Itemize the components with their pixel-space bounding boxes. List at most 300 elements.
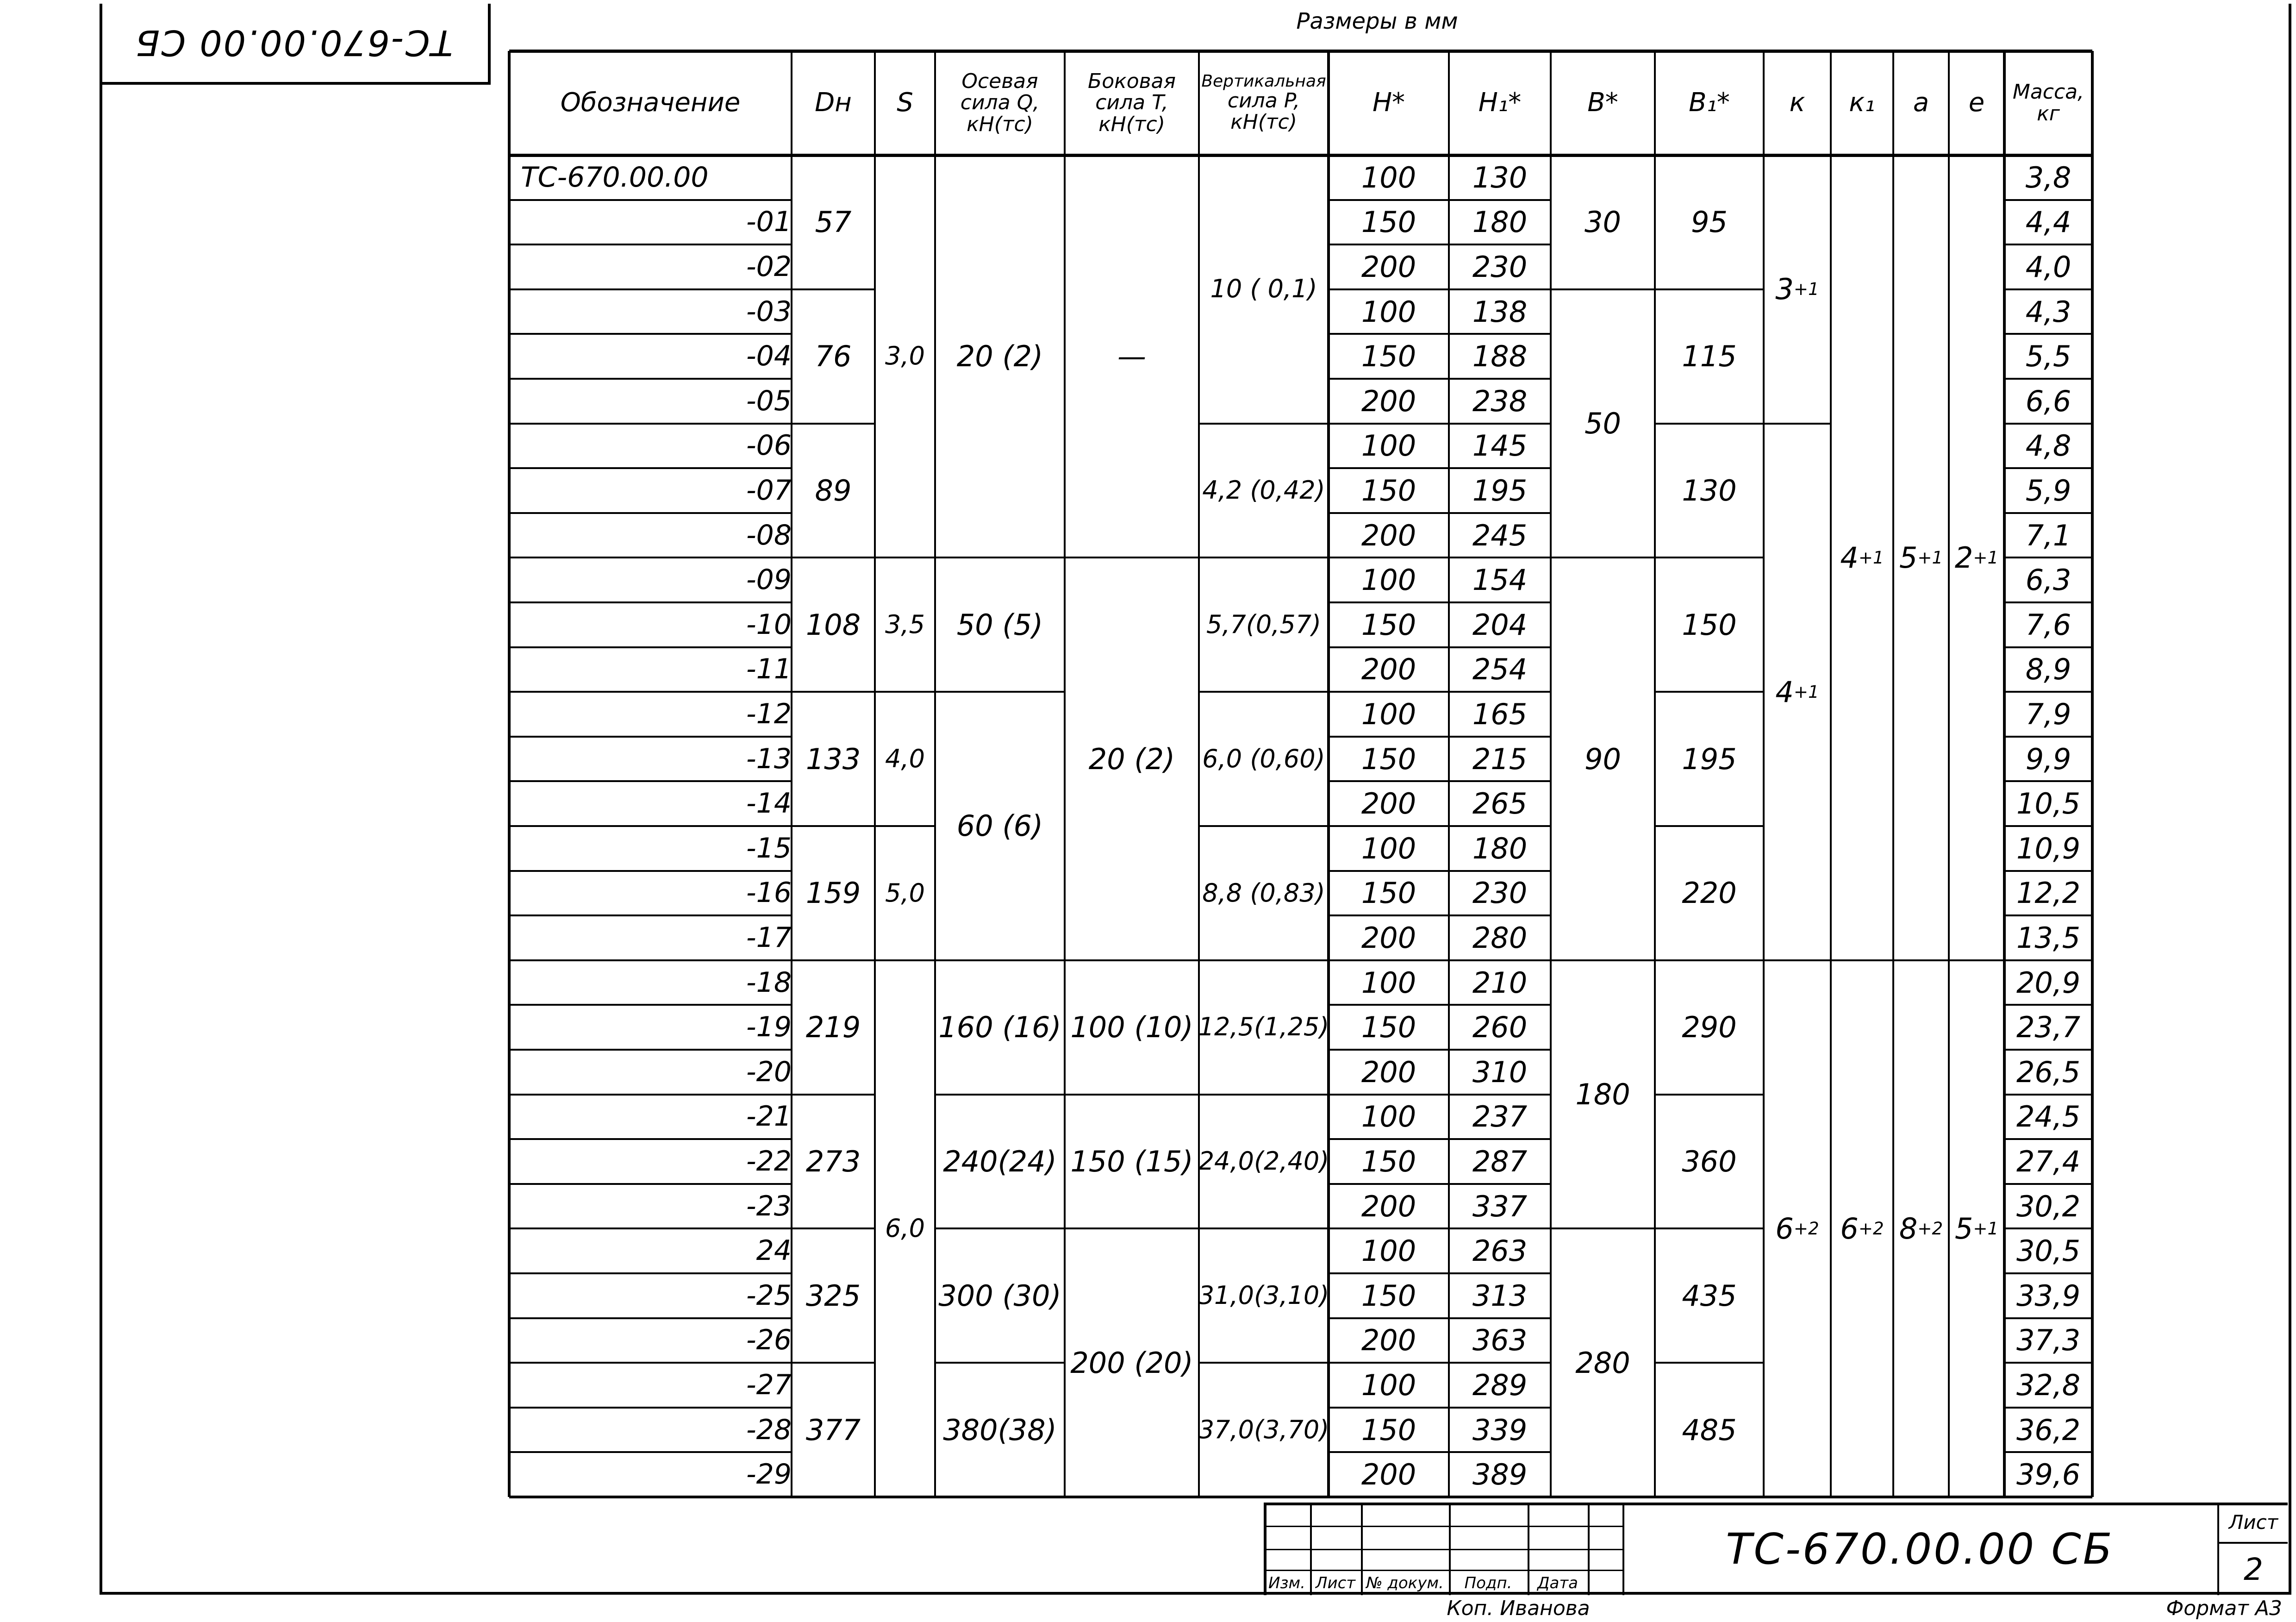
- h-cell: 150: [1361, 742, 1416, 776]
- designation-cell: -28: [746, 1413, 792, 1446]
- mass-cell: 20,9: [2016, 965, 2081, 1000]
- group-line: [792, 557, 875, 558]
- group-line: [875, 691, 935, 693]
- designation-cell: -22: [746, 1145, 792, 1177]
- row-line: [509, 646, 792, 648]
- group-line: [1065, 557, 1199, 558]
- mass-cell: 27,4: [2016, 1144, 2081, 1178]
- designation-cell: -02: [746, 250, 792, 283]
- row-line: [2004, 691, 2092, 693]
- group-line: [1199, 825, 1329, 827]
- row-line: [2004, 512, 2092, 514]
- group-line: [1655, 1094, 1764, 1096]
- group-line: [1199, 1227, 1329, 1229]
- tolerance-value: +2: [1793, 1218, 1819, 1239]
- row-line: [1329, 959, 1551, 961]
- header-k: [1764, 51, 1831, 155]
- title-block-row: [1264, 1549, 1622, 1550]
- mass-cell: 8,9: [2025, 652, 2071, 687]
- row-line: [1329, 870, 1551, 872]
- row-line: [1329, 423, 1551, 425]
- row-line: [509, 1004, 792, 1006]
- row-line: [2004, 601, 2092, 603]
- row-line: [509, 1183, 792, 1185]
- designation-cell: ТС-670.00.00: [521, 161, 709, 194]
- q-cell: 50 (5): [956, 607, 1043, 642]
- row-line: [2004, 333, 2092, 335]
- designation-cell: -12: [746, 697, 792, 730]
- row-line: [509, 691, 792, 693]
- header-lateral-line: кН(тс): [1098, 112, 1165, 136]
- row-line: [509, 199, 792, 201]
- b-cell: 180: [1575, 1077, 1630, 1112]
- row-line: [509, 1227, 792, 1229]
- s-cell: 5,0: [885, 878, 925, 908]
- group-line: [1831, 959, 1893, 961]
- h1-cell: 337: [1472, 1189, 1528, 1223]
- title-block-row: [1264, 1526, 1622, 1527]
- header-h-label: H*: [1372, 88, 1405, 118]
- dn-cell: 108: [805, 607, 861, 642]
- format-note: Формат А3: [2166, 1597, 2282, 1620]
- document-number: ТС-670.00.00 СБ: [1726, 1524, 2114, 1574]
- designation-cell: -05: [746, 384, 792, 417]
- row-line: [509, 1407, 792, 1409]
- mass-cell: 13,5: [2016, 921, 2081, 955]
- b-cell: 280: [1575, 1346, 1630, 1380]
- dn-cell: 57: [815, 205, 852, 239]
- tolerance-value: +1: [1973, 1218, 1999, 1239]
- row-line: [2004, 1049, 2092, 1051]
- h1-cell: 310: [1472, 1055, 1528, 1089]
- group-line: [1655, 825, 1764, 827]
- mass-cell: 7,1: [2025, 518, 2071, 552]
- header-designation: [509, 51, 792, 155]
- header-vertical: [1199, 51, 1329, 155]
- designation-cell: -03: [746, 295, 792, 328]
- designation-cell: -16: [746, 877, 792, 909]
- t-cell: —: [1117, 339, 1146, 374]
- h1-cell: 180: [1472, 205, 1528, 239]
- designation-cell: -21: [746, 1100, 792, 1133]
- mass-cell: 39,6: [2016, 1458, 2081, 1492]
- h-cell: 100: [1361, 831, 1416, 865]
- h1-cell: 280: [1472, 921, 1528, 955]
- row-line: [1329, 1362, 1551, 1364]
- h-cell: 150: [1361, 1010, 1416, 1045]
- group-line: [1764, 959, 1831, 961]
- header-b-label: B*: [1587, 88, 1618, 118]
- group-line: [1551, 1227, 1655, 1229]
- row-line: [2004, 1183, 2092, 1185]
- b1-cell: 485: [1682, 1413, 1737, 1447]
- header-mass-line: Масса,: [2012, 80, 2084, 104]
- header-b1-label: B₁*: [1689, 88, 1730, 118]
- row-line: [1329, 825, 1551, 827]
- group-line: [935, 691, 1065, 693]
- header-dn-label: Dн: [815, 88, 852, 118]
- header-b: [1551, 51, 1655, 155]
- group-line: [792, 959, 875, 961]
- h1-cell: 287: [1472, 1144, 1528, 1178]
- dn-cell: 325: [805, 1278, 861, 1313]
- row-line: [2004, 1451, 2092, 1453]
- group-line: [875, 557, 935, 558]
- group-line: [1655, 557, 1764, 558]
- header-designation-label: Обозначение: [560, 88, 741, 118]
- title-block-label: Изм.: [1268, 1574, 1305, 1592]
- mass-cell: 4,3: [2025, 294, 2071, 329]
- designation-cell: -29: [746, 1458, 792, 1491]
- h-cell: 150: [1361, 1278, 1416, 1313]
- row-line: [2004, 959, 2092, 961]
- b1-cell: 195: [1682, 742, 1737, 776]
- h-cell: 150: [1361, 1144, 1416, 1178]
- group-line: [792, 825, 875, 827]
- h-cell: 200: [1361, 518, 1416, 552]
- designation-cell: -15: [746, 832, 792, 864]
- group-line: [1655, 288, 1764, 290]
- q-cell: 300 (30): [938, 1278, 1061, 1313]
- group-line: [1199, 423, 1329, 425]
- tolerance-base: 3: [1775, 272, 1794, 307]
- row-line: [2004, 1094, 2092, 1096]
- designation-cell: -23: [746, 1190, 792, 1222]
- specification-table: [509, 51, 2092, 1498]
- h-cell: 200: [1361, 250, 1416, 284]
- row-line: [1329, 1407, 1551, 1409]
- b-cell: 90: [1585, 742, 1621, 776]
- mass-cell: 10,9: [2016, 831, 2081, 865]
- copied-by: Коп. Иванова: [1447, 1596, 1590, 1620]
- row-line: [1329, 378, 1551, 380]
- q-cell: 160 (16): [938, 1010, 1061, 1045]
- row-line: [509, 1362, 792, 1364]
- h1-cell: 263: [1472, 1234, 1528, 1268]
- tolerance-base: 4: [1775, 675, 1794, 709]
- mass-cell: 24,5: [2016, 1100, 2081, 1134]
- row-line: [509, 914, 792, 916]
- header-vertical-line: кН(тс): [1230, 110, 1297, 134]
- header-axial-line: сила Q,: [960, 91, 1040, 115]
- row-line: [509, 467, 792, 469]
- mass-cell: 3,8: [2025, 160, 2071, 194]
- h1-cell: 363: [1472, 1323, 1528, 1358]
- a-cell: [1893, 155, 1949, 960]
- b1-cell: 150: [1682, 607, 1737, 642]
- row-line: [2004, 780, 2092, 782]
- row-line: [2004, 1272, 2092, 1274]
- h-cell: 200: [1361, 1458, 1416, 1492]
- row-line: [1329, 512, 1551, 514]
- h-cell: 200: [1361, 1323, 1416, 1358]
- row-line: [509, 288, 792, 290]
- sheet-label: Лист: [2228, 1511, 2278, 1534]
- h1-cell: 130: [1472, 160, 1528, 194]
- t-cell: 150 (15): [1070, 1144, 1193, 1178]
- designation-cell: -01: [746, 206, 792, 238]
- group-line: [792, 1094, 875, 1096]
- row-line: [509, 244, 792, 245]
- mass-cell: 26,5: [2016, 1055, 2081, 1089]
- mass-cell: 4,4: [2025, 205, 2071, 239]
- group-line: [1551, 959, 1655, 961]
- tolerance-base: 6: [1775, 1211, 1794, 1246]
- row-line: [1329, 1451, 1551, 1453]
- group-line: [1065, 1094, 1199, 1096]
- designation-cell: -17: [746, 921, 792, 954]
- b-cell: 30: [1585, 205, 1621, 239]
- q-cell: 240(24): [943, 1144, 1057, 1178]
- mass-cell: 7,6: [2025, 607, 2071, 642]
- b1-cell: 290: [1682, 1010, 1737, 1045]
- h-cell: 100: [1361, 563, 1416, 597]
- header-k1: [1831, 51, 1893, 155]
- row-line: [509, 423, 792, 425]
- h-cell: 200: [1361, 384, 1416, 418]
- b1-cell: 95: [1691, 205, 1728, 239]
- tolerance-base: 5: [1899, 540, 1918, 575]
- header-lateral: [1065, 51, 1199, 155]
- b1-cell: 220: [1682, 876, 1737, 910]
- row-line: [1329, 691, 1551, 693]
- tolerance-base: 8: [1899, 1211, 1918, 1246]
- row-line: [2004, 288, 2092, 290]
- group-line: [935, 1094, 1065, 1096]
- row-line: [1329, 601, 1551, 603]
- p-cell: 5,7(0,57): [1206, 609, 1322, 639]
- b1-cell: 360: [1682, 1144, 1737, 1178]
- title-block-label: Дата: [1537, 1574, 1578, 1592]
- group-line: [792, 1362, 875, 1364]
- header-a-label: a: [1913, 88, 1929, 118]
- designation-cell: -06: [746, 429, 792, 462]
- h-cell: 150: [1361, 607, 1416, 642]
- row-line: [509, 736, 792, 738]
- dn-cell: 219: [805, 1010, 861, 1045]
- group-line: [792, 1227, 875, 1229]
- header-h1: [1449, 51, 1551, 155]
- header-h: [1329, 51, 1449, 155]
- header-dn: [792, 51, 875, 155]
- row-line: [1329, 1272, 1551, 1274]
- h-cell: 100: [1361, 1234, 1416, 1268]
- mass-cell: 23,7: [2016, 1010, 2081, 1045]
- h1-cell: 195: [1472, 473, 1528, 507]
- group-line: [875, 825, 935, 827]
- row-line: [2004, 825, 2092, 827]
- row-line: [1329, 557, 1551, 558]
- group-line: [1655, 423, 1764, 425]
- h-cell: 100: [1361, 160, 1416, 194]
- b-cell: 50: [1585, 407, 1621, 441]
- header-axial-line: Осевая: [961, 69, 1038, 94]
- group-line: [1655, 1362, 1764, 1364]
- header-mass-line: кг: [2037, 101, 2060, 125]
- header-b1: [1655, 51, 1764, 155]
- row-line: [509, 959, 792, 961]
- row-line: [2004, 244, 2092, 245]
- header-e-label: e: [1968, 88, 1985, 118]
- designation-cell: -04: [746, 340, 792, 373]
- row-line: [2004, 914, 2092, 916]
- h-cell: 150: [1361, 1413, 1416, 1447]
- h1-cell: 210: [1472, 965, 1528, 1000]
- group-line: [792, 288, 875, 290]
- row-line: [509, 870, 792, 872]
- dn-cell: 273: [805, 1144, 861, 1178]
- sheet-number: 2: [2244, 1552, 2263, 1587]
- h1-cell: 265: [1472, 787, 1528, 821]
- q-cell: 20 (2): [956, 339, 1043, 374]
- k-cell: [1764, 960, 1831, 1497]
- group-line: [1655, 1227, 1764, 1229]
- tolerance-value: +1: [1793, 681, 1819, 702]
- row-line: [509, 378, 792, 380]
- t-cell: 100 (10): [1070, 1010, 1193, 1045]
- q-cell: 60 (6): [956, 809, 1043, 843]
- row-line: [1329, 736, 1551, 738]
- header-e: [1949, 51, 2004, 155]
- group-line: [1065, 959, 1199, 961]
- h-cell: 200: [1361, 1055, 1416, 1089]
- designation-cell: -13: [746, 742, 792, 775]
- row-line: [1329, 1094, 1551, 1096]
- h1-cell: 289: [1472, 1368, 1528, 1402]
- row-line: [1329, 914, 1551, 916]
- p-cell: 12,5(1,25): [1198, 1012, 1329, 1042]
- row-line: [509, 1094, 792, 1096]
- t-cell: 20 (2): [1088, 742, 1175, 776]
- row-line: [1329, 244, 1551, 245]
- tolerance-value: +1: [1793, 279, 1819, 300]
- row-line: [2004, 870, 2092, 872]
- header-s-label: S: [897, 88, 913, 118]
- header-vertical-line: Вертикальная: [1201, 72, 1326, 91]
- mass-cell: 36,2: [2016, 1413, 2081, 1447]
- row-line: [509, 825, 792, 827]
- mass-cell: 30,5: [2016, 1234, 2081, 1268]
- row-line: [1329, 333, 1551, 335]
- h1-cell: 138: [1472, 294, 1528, 329]
- h1-cell: 313: [1472, 1278, 1528, 1313]
- row-line: [2004, 467, 2092, 469]
- group-line: [1199, 1362, 1329, 1364]
- row-line: [1329, 1004, 1551, 1006]
- header-k-label: к: [1789, 88, 1805, 118]
- mass-cell: 12,2: [2016, 876, 2081, 910]
- row-line: [509, 1049, 792, 1051]
- h1-cell: 230: [1472, 250, 1528, 284]
- mass-cell: 6,6: [2025, 384, 2071, 418]
- group-line: [792, 691, 875, 693]
- b1-cell: 115: [1682, 339, 1737, 374]
- h-cell: 100: [1361, 429, 1416, 463]
- tolerance-base: 6: [1840, 1211, 1859, 1246]
- tolerance-value: +1: [1917, 547, 1943, 568]
- group-line: [935, 1227, 1065, 1229]
- mass-cell: 30,2: [2016, 1189, 2081, 1223]
- group-line: [1655, 691, 1764, 693]
- header-s: [875, 51, 935, 155]
- rotated-stamp: [100, 4, 491, 85]
- row-line: [2004, 423, 2092, 425]
- row-line: [2004, 1407, 2092, 1409]
- tolerance-value: +2: [1858, 1218, 1884, 1239]
- group-line: [1551, 557, 1655, 558]
- h1-cell: 165: [1472, 697, 1528, 731]
- row-line: [2004, 199, 2092, 201]
- header-lateral-line: Боковая: [1088, 69, 1176, 94]
- h1-cell: 204: [1472, 607, 1528, 642]
- q-cell: 380(38): [943, 1413, 1057, 1447]
- h1-cell: 237: [1472, 1100, 1528, 1134]
- row-line: [2004, 557, 2092, 558]
- mass-cell: 33,9: [2016, 1278, 2081, 1313]
- mass-cell: 5,9: [2025, 473, 2071, 507]
- b1-cell: 130: [1682, 473, 1737, 507]
- designation-cell: -27: [746, 1368, 792, 1401]
- k1-cell: [1831, 155, 1893, 960]
- p-cell: 4,2 (0,42): [1202, 476, 1325, 505]
- row-line: [2004, 1004, 2092, 1006]
- row-line: [1329, 1049, 1551, 1051]
- e-cell: [1949, 960, 2004, 1497]
- s-cell: 6,0: [885, 1214, 925, 1243]
- group-line: [1199, 691, 1329, 693]
- stamp-text: ТС-670.00.00 СБ: [134, 22, 453, 63]
- units-note: Размеры в мм: [1296, 8, 1458, 34]
- designation-cell: -19: [746, 1011, 792, 1044]
- title-block-label: Подп.: [1464, 1574, 1512, 1592]
- row-line: [509, 1451, 792, 1453]
- b1-cell: 435: [1682, 1278, 1737, 1313]
- h1-cell: 254: [1472, 652, 1528, 687]
- p-cell: 6,0 (0,60): [1202, 744, 1325, 773]
- designation-cell: -10: [746, 608, 792, 641]
- h1-cell: 188: [1472, 339, 1528, 374]
- row-line: [1329, 646, 1551, 648]
- row-line: [2004, 1138, 2092, 1140]
- mass-cell: 7,9: [2025, 697, 2071, 731]
- h1-cell: 238: [1472, 384, 1528, 418]
- h1-cell: 260: [1472, 1010, 1528, 1045]
- tolerance-base: 4: [1840, 540, 1859, 575]
- h-cell: 200: [1361, 1189, 1416, 1223]
- h1-cell: 180: [1472, 831, 1528, 865]
- t-cell: 200 (20): [1070, 1346, 1193, 1380]
- row-line: [509, 557, 792, 558]
- group-line: [935, 557, 1065, 558]
- row-line: [1329, 1138, 1551, 1140]
- h-cell: 150: [1361, 473, 1416, 507]
- row-line: [1329, 288, 1551, 290]
- row-line: [2004, 736, 2092, 738]
- header-k1-label: к₁: [1849, 88, 1875, 118]
- dn-cell: 377: [805, 1413, 861, 1447]
- row-line: [1329, 780, 1551, 782]
- header-a: [1893, 51, 1949, 155]
- row-line: [2004, 1227, 2092, 1229]
- tolerance-base: 5: [1954, 1211, 1973, 1246]
- h-cell: 100: [1361, 1100, 1416, 1134]
- mass-cell: 6,3: [2025, 563, 2071, 597]
- title-block-label: Лист: [1315, 1574, 1356, 1592]
- p-cell: 24,0(2,40): [1198, 1146, 1329, 1176]
- row-line: [509, 601, 792, 603]
- designation-cell: -08: [746, 519, 792, 551]
- h-cell: 100: [1361, 697, 1416, 731]
